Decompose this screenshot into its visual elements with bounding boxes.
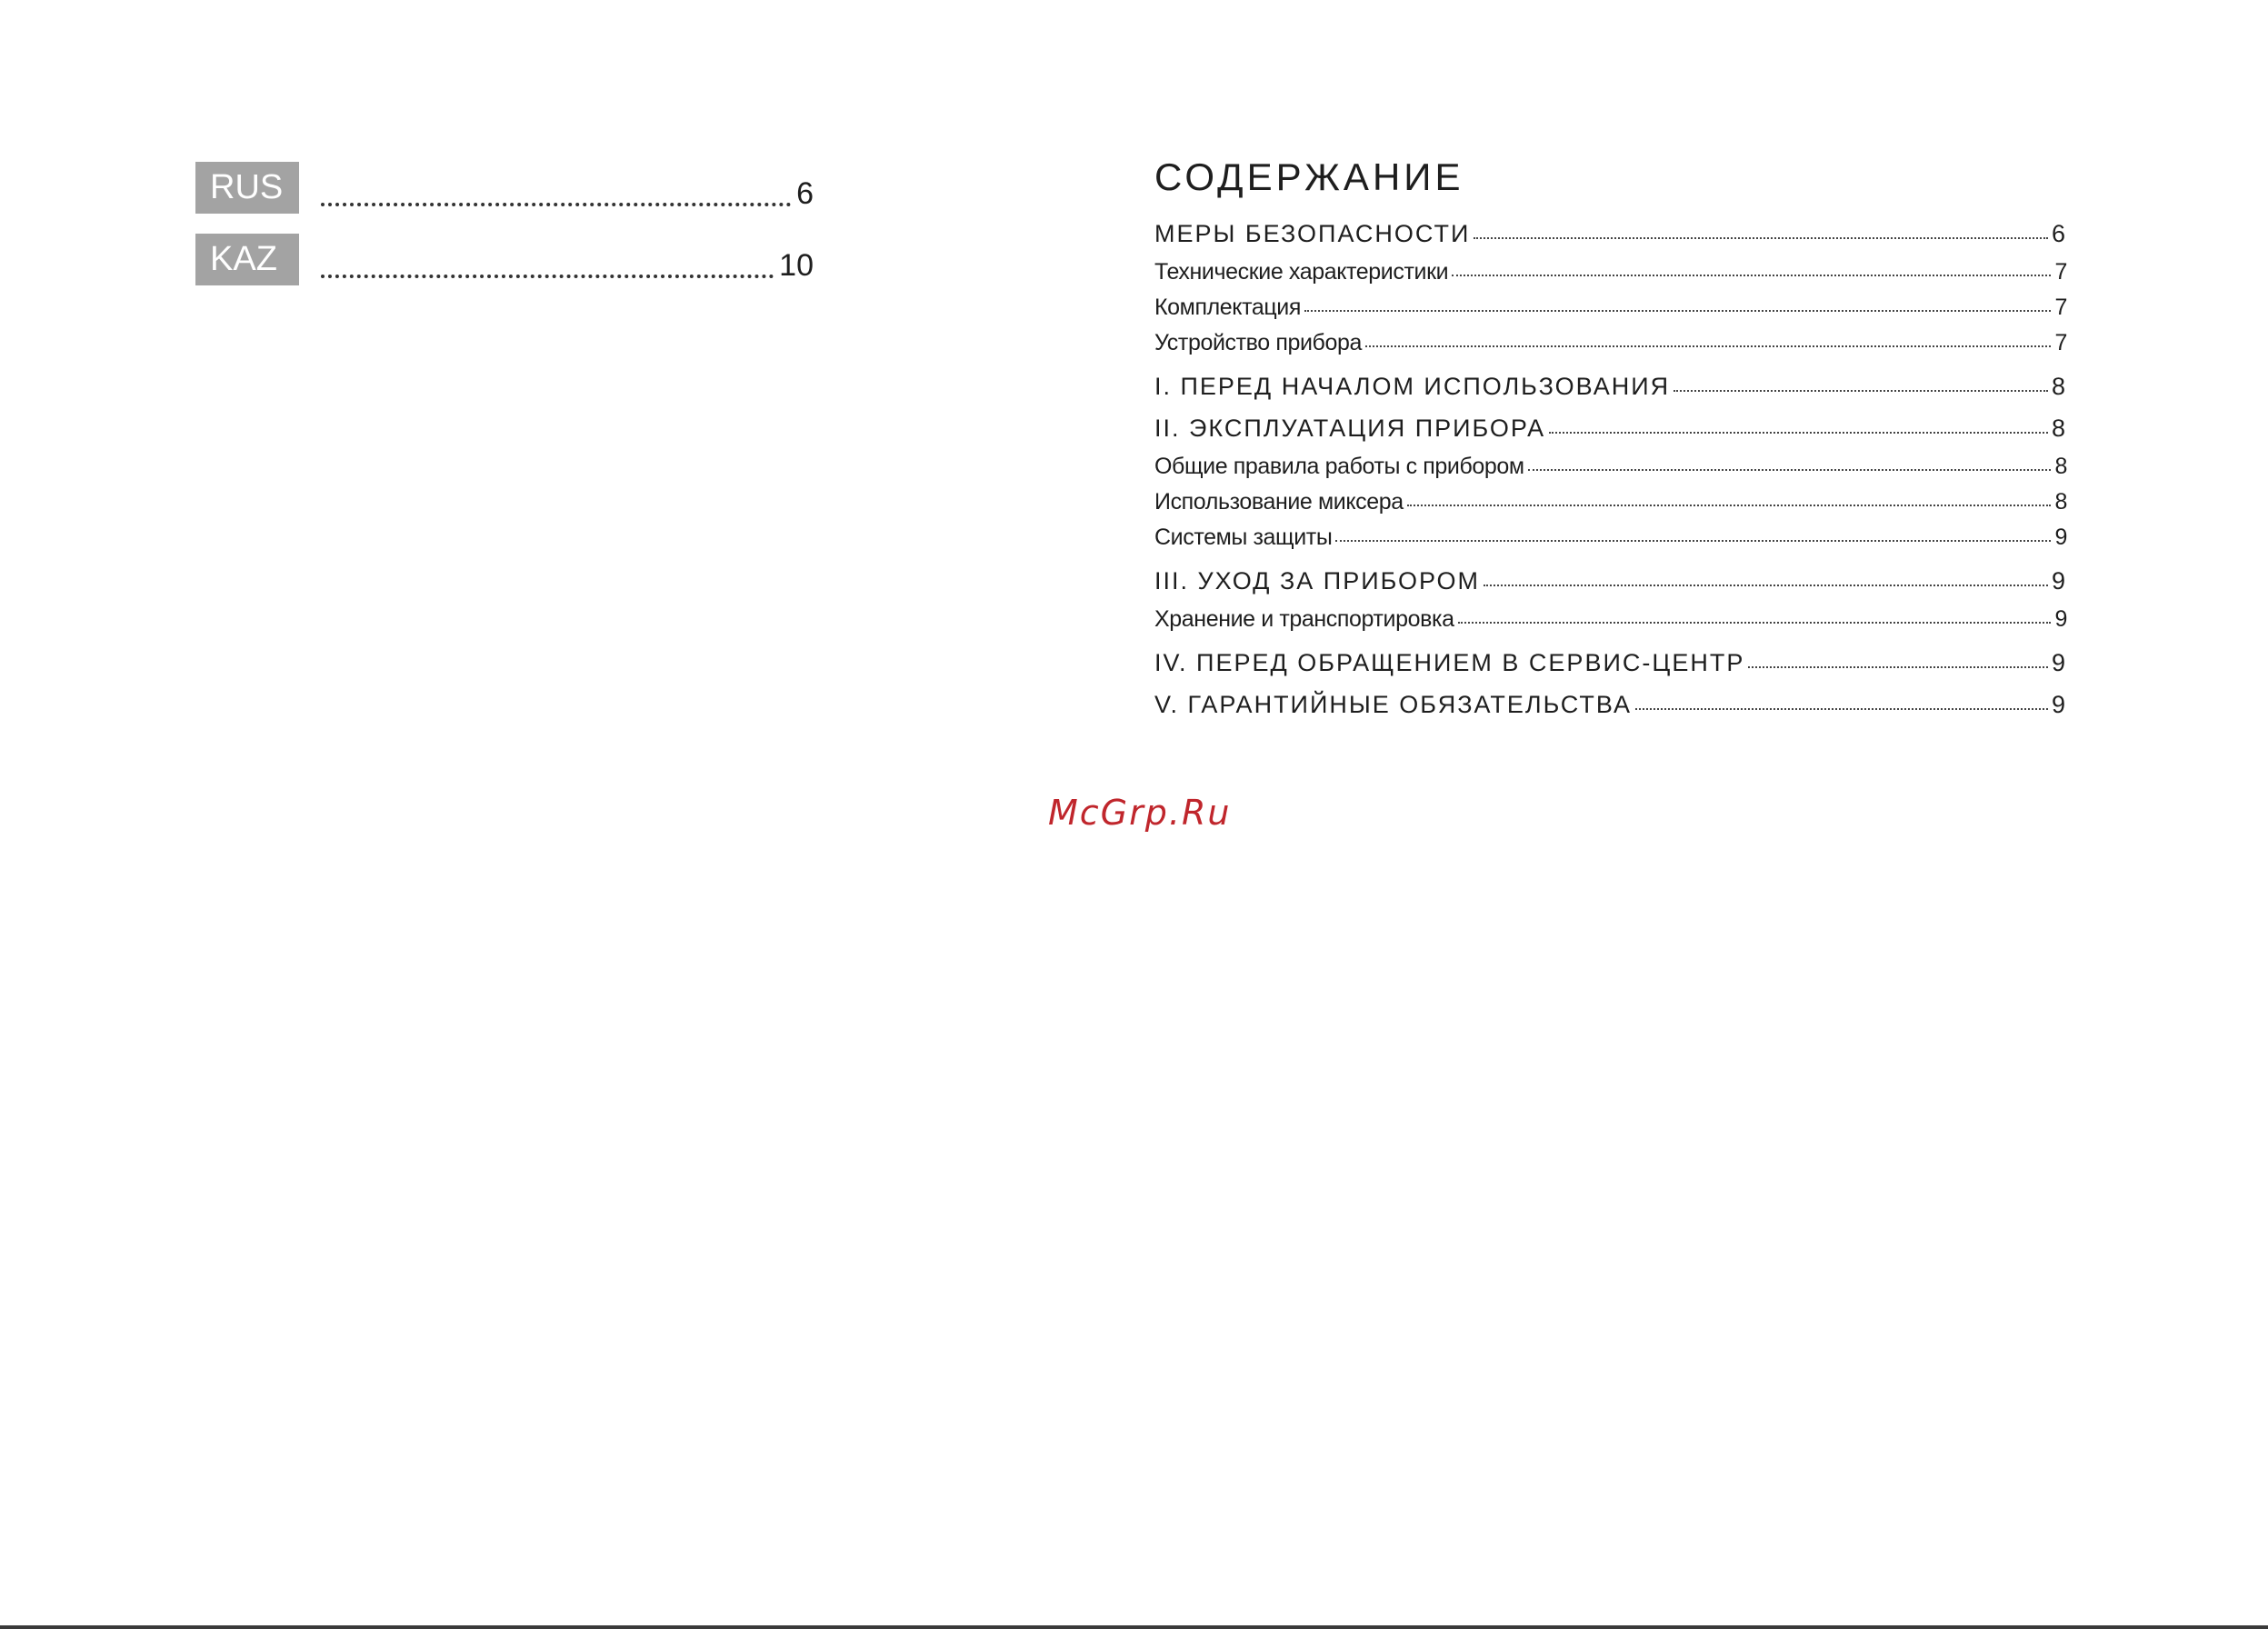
language-badge-kaz: KAZ (195, 234, 299, 285)
toc-entry-label: III. УХОД ЗА ПРИБОРОМ (1154, 567, 1480, 595)
language-row-kaz[interactable] (195, 234, 814, 285)
toc-entry-label: Технические характеристики (1154, 259, 1449, 285)
toc-entry-label: МЕРЫ БЕЗОПАСНОСТИ (1154, 220, 1471, 247)
toc-entry-label: V. ГАРАНТИЙНЫЕ ОБЯЗАТЕЛЬСТВА (1154, 691, 1632, 718)
toc-entry-page: 8 (2054, 454, 2067, 479)
toc-entry-page: 7 (2054, 295, 2067, 320)
dot-leader (321, 203, 791, 206)
toc-entry-device[interactable] (1154, 325, 2067, 361)
dot-leader (1674, 390, 2048, 392)
dot-leader (1335, 540, 2051, 542)
dot-leader (1549, 432, 2048, 434)
toc-entry-page: 9 (2051, 567, 2067, 595)
toc-entry-protection[interactable] (1154, 520, 2067, 555)
dot-leader (321, 275, 774, 278)
dot-leader (1452, 275, 2051, 276)
dot-leader (1484, 585, 2048, 586)
toc-entry-label: Системы защиты (1154, 525, 1333, 550)
toc-entry-care[interactable] (1154, 560, 2067, 602)
dot-leader (1365, 345, 2052, 347)
dot-leader (1407, 505, 2052, 506)
toc-entry-general-rules[interactable] (1154, 449, 2067, 485)
toc-entry-mixer-use[interactable] (1154, 485, 2067, 520)
toc-entry-page: 9 (2051, 691, 2067, 718)
toc-entry-page: 9 (2054, 525, 2067, 550)
toc-entry-label: II. ЭКСПЛУАТАЦИЯ ПРИБОРА (1154, 415, 1546, 442)
dot-leader (1748, 666, 2048, 668)
toc-entry-page: 8 (2051, 415, 2067, 442)
toc-entry-label: Комплектация (1154, 295, 1301, 320)
toc-entry-label: Использование миксера (1154, 489, 1404, 515)
toc-entry-label: I. ПЕРЕД НАЧАЛОМ ИСПОЛЬЗОВАНИЯ (1154, 373, 1671, 400)
toc-entry-label: Хранение и транспортировка (1154, 606, 1454, 632)
toc-entry-package[interactable] (1154, 290, 2067, 325)
toc-entry-specs[interactable] (1154, 255, 2067, 290)
toc-entry-service[interactable] (1154, 642, 2067, 684)
toc-entry-safety[interactable] (1154, 213, 2067, 255)
toc-entry-before-use[interactable] (1154, 365, 2067, 407)
toc-entry-label: Устройство прибора (1154, 330, 1362, 355)
toc-entry-page: 8 (2054, 489, 2067, 515)
watermark: McGrp.Ru (1048, 793, 1232, 833)
toc-entry-page: 8 (2051, 373, 2067, 400)
language-badge-rus: RUS (195, 162, 299, 214)
toc-title: СОДЕРЖАНИЕ (1154, 155, 1464, 198)
dot-leader (1458, 622, 2052, 624)
language-page-number: 6 (796, 176, 814, 211)
language-page-number: 10 (779, 248, 814, 283)
toc-entry-page: 9 (2054, 606, 2067, 632)
toc-entry-warranty[interactable] (1154, 684, 2067, 725)
toc-entry-storage[interactable] (1154, 602, 2067, 637)
bottom-rule (0, 1625, 2268, 1629)
toc-entry-page: 7 (2054, 330, 2067, 355)
toc-entry-page: 6 (2051, 220, 2067, 247)
language-index (195, 162, 814, 305)
dot-leader (1635, 708, 2048, 710)
toc-entry-page: 7 (2054, 259, 2067, 285)
toc-entry-page: 9 (2051, 649, 2067, 676)
language-row-rus[interactable] (195, 162, 814, 214)
dot-leader (1304, 310, 2051, 312)
toc-entry-label: IV. ПЕРЕД ОБРАЩЕНИЕМ В СЕРВИС-ЦЕНТР (1154, 649, 1745, 676)
dot-leader (1528, 469, 2052, 471)
table-of-contents (1154, 155, 2067, 725)
toc-entry-label: Общие правила работы с прибором (1154, 454, 1524, 479)
dot-leader (1474, 237, 2048, 239)
toc-entry-operation[interactable] (1154, 407, 2067, 449)
